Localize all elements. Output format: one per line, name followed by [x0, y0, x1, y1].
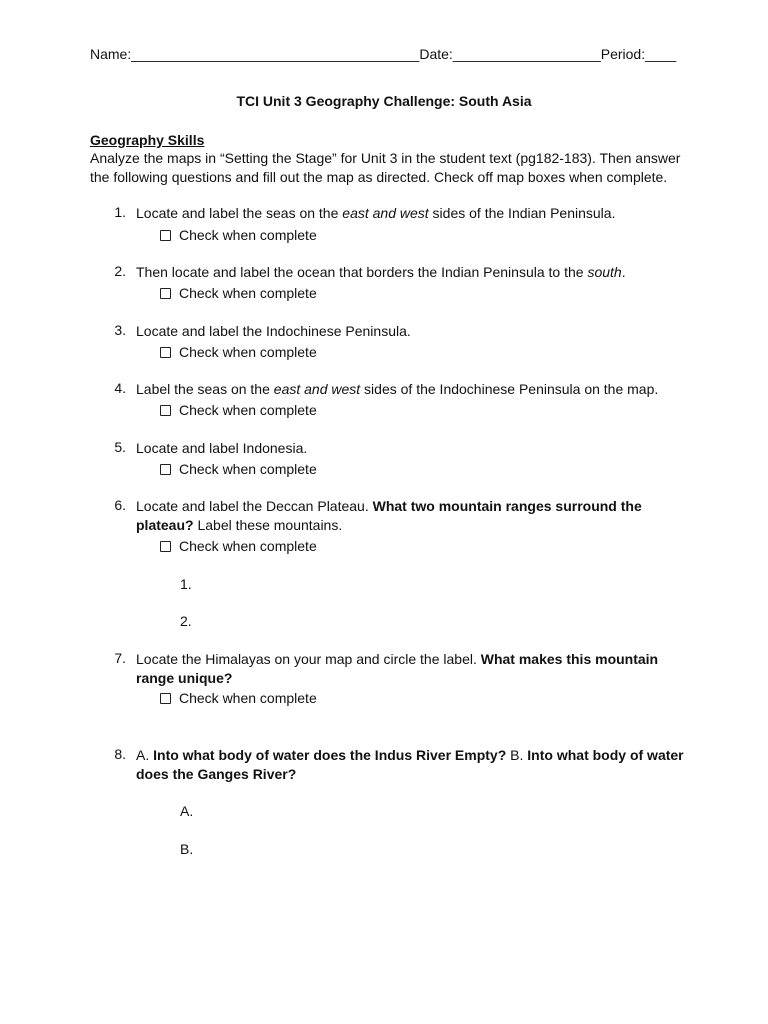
- check-complete-3[interactable]: [160, 343, 317, 361]
- date-label: Date:: [419, 46, 453, 62]
- check-complete-4[interactable]: [160, 401, 317, 419]
- check-complete-1[interactable]: [160, 226, 317, 244]
- checkbox-icon[interactable]: [160, 288, 171, 299]
- question-text-part: Locate and label the Indochinese Peninsula.: [136, 323, 411, 339]
- question-3-text: [136, 322, 696, 341]
- answer-line-b[interactable]: B.: [180, 841, 194, 857]
- answer-line-1[interactable]: 1.: [180, 576, 192, 592]
- question-number: 1.: [114, 204, 126, 220]
- question-1-text: [136, 204, 696, 223]
- check-label: Check when complete: [179, 690, 317, 706]
- question-7-text: [136, 650, 696, 688]
- check-label: Check when complete: [179, 344, 317, 360]
- question-text-part: A.: [136, 747, 154, 763]
- question-4-text: [136, 380, 696, 399]
- name-label: Name:: [90, 46, 132, 62]
- answer-line-2[interactable]: 2.: [180, 613, 192, 629]
- check-label: Check when complete: [179, 538, 317, 554]
- question-text-part: Then locate and label the ocean that borders the Indian Peninsula to the: [136, 264, 588, 280]
- question-number: 4.: [114, 380, 126, 396]
- question-text-part: sides of the Indochinese Peninsula on the map.: [360, 381, 659, 397]
- question-text-emphasis: east and west: [273, 381, 361, 397]
- name-blank[interactable]: _____________________________________: [131, 46, 420, 62]
- question-number: 2.: [114, 263, 126, 279]
- checkbox-icon[interactable]: [160, 693, 171, 704]
- question-text-part: Label these mountains.: [193, 517, 343, 533]
- question-text-emphasis: south: [587, 264, 622, 280]
- period-label: Period:: [600, 46, 646, 62]
- page-title: TCI Unit 3 Geography Challenge: South Asia: [236, 93, 532, 109]
- check-complete-7[interactable]: [160, 689, 317, 707]
- question-text-part: B.: [506, 747, 528, 763]
- question-number: 6.: [114, 497, 126, 513]
- question-text-part: Locate and label the Deccan Plateau.: [136, 498, 373, 514]
- question-text-part: sides of the Indian Peninsula.: [428, 205, 616, 221]
- question-text-bold: Into what body of water does the Indus River Empty?: [153, 747, 507, 763]
- check-complete-5[interactable]: [160, 460, 317, 478]
- question-5-text: [136, 439, 696, 458]
- question-text-bold: Into what body of water does the Ganges River?: [136, 747, 684, 782]
- question-8-text: [136, 746, 696, 784]
- checkbox-icon[interactable]: [160, 347, 171, 358]
- check-complete-2[interactable]: [160, 284, 317, 302]
- check-label: Check when complete: [179, 285, 317, 301]
- answer-line-a[interactable]: A.: [180, 803, 194, 819]
- header-line: [90, 45, 676, 63]
- question-number: 5.: [114, 439, 126, 455]
- checkbox-icon[interactable]: [160, 464, 171, 475]
- question-number: 8.: [114, 746, 126, 762]
- checkbox-icon[interactable]: [160, 405, 171, 416]
- checkbox-icon[interactable]: [160, 541, 171, 552]
- date-blank[interactable]: ___________________: [452, 46, 601, 62]
- question-text-part: .: [621, 264, 626, 280]
- question-text-part: Label the seas on the: [136, 381, 274, 397]
- question-number: 3.: [114, 322, 126, 338]
- check-label: Check when complete: [179, 227, 317, 243]
- section-intro: Analyze the maps in “Setting the Stage” for Unit 3 in the student text (pg182-183). Then answer the following questions and fill out the map as directed. Check off map boxes when complete.: [90, 150, 681, 185]
- question-text-part: Locate and label Indonesia.: [136, 440, 308, 456]
- question-text-bold: What makes this mountain range unique?: [136, 651, 659, 686]
- question-number: 7.: [114, 650, 126, 666]
- section-heading: Geography Skills: [90, 132, 205, 148]
- question-2-text: [136, 263, 696, 282]
- check-label: Check when complete: [179, 461, 317, 477]
- question-text-part: Locate the Himalayas on your map and circle the label.: [136, 651, 481, 667]
- checkbox-icon[interactable]: [160, 230, 171, 241]
- question-text-emphasis: east and west: [342, 205, 429, 221]
- question-6-text: [136, 497, 696, 535]
- period-blank[interactable]: ____: [645, 46, 677, 62]
- question-text-part: Locate and label the seas on the: [136, 205, 343, 221]
- question-text-bold: What two mountain ranges surround the plateau?: [136, 498, 642, 533]
- check-complete-6[interactable]: [160, 537, 317, 555]
- check-label: Check when complete: [179, 402, 317, 418]
